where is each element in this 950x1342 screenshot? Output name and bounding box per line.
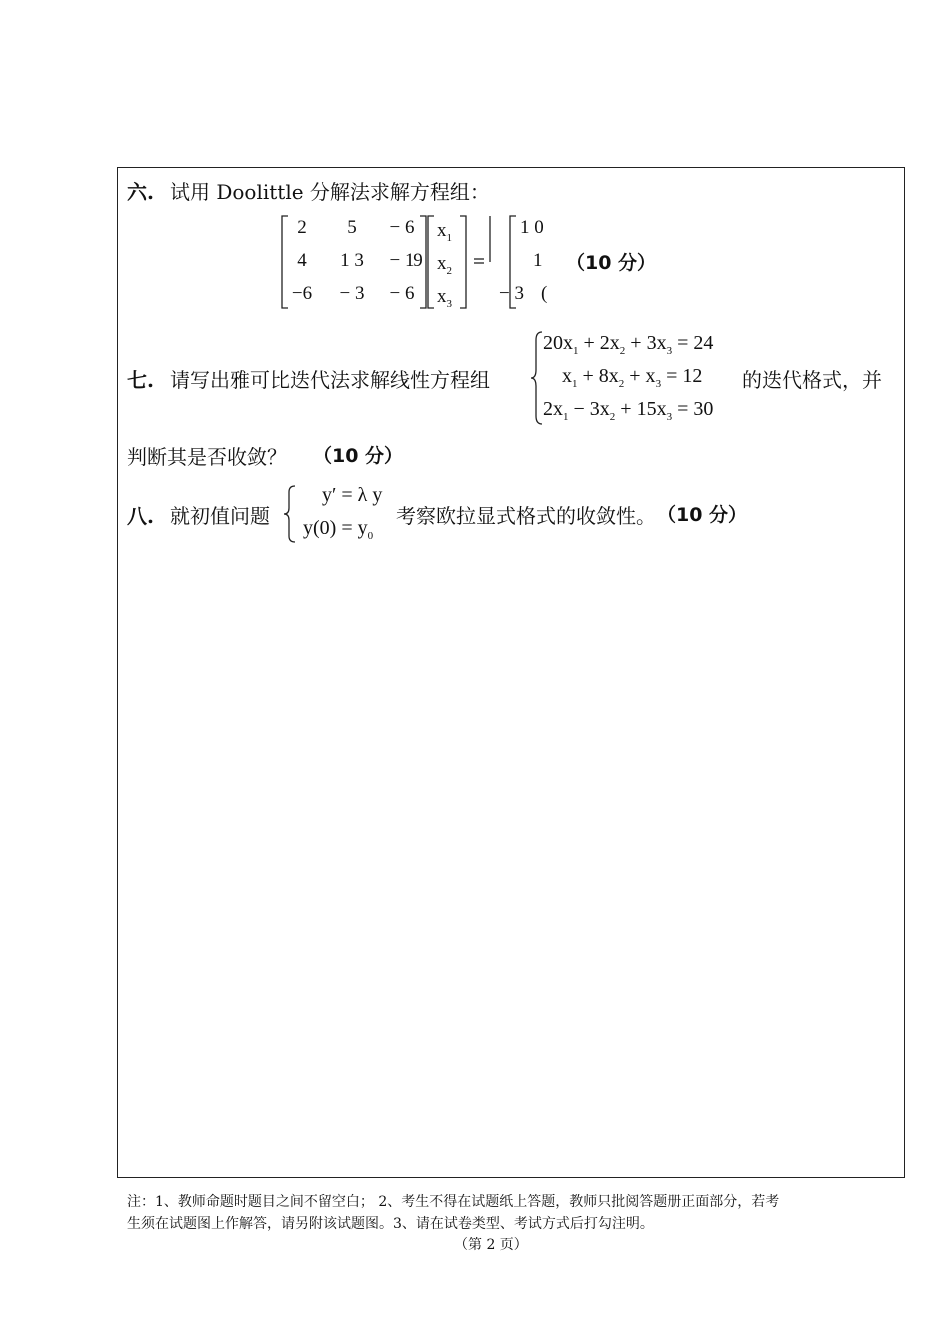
a22: 1 3 bbox=[340, 250, 364, 271]
x2: $x_2$ bbox=[437, 253, 452, 277]
q6-matrix-equation bbox=[280, 212, 580, 312]
q8-text: 就初值问题 bbox=[170, 504, 270, 528]
page-number: （第 2 页） bbox=[454, 1237, 528, 1253]
b1: 1 0 bbox=[520, 217, 544, 238]
a13: − 6 bbox=[389, 217, 415, 238]
q7-number: 七. bbox=[127, 368, 154, 392]
exam-frame bbox=[117, 167, 905, 1178]
x3: $x_3$ bbox=[437, 286, 452, 310]
a31: −6 bbox=[291, 283, 313, 304]
a32: − 3 bbox=[339, 283, 365, 304]
b2: 1 bbox=[533, 250, 543, 271]
q8-brace bbox=[283, 484, 297, 546]
q8-number: 八. bbox=[127, 504, 154, 528]
render-glitch-paren: ( bbox=[541, 283, 548, 304]
q8-eq1: y′ = λ y bbox=[322, 484, 383, 506]
q7-eq2: $x_1 + 8x_2 + x_3 = 12$ bbox=[562, 365, 703, 390]
a33: − 6 bbox=[389, 283, 415, 304]
q7-brace bbox=[530, 330, 544, 426]
x1: $x_1$ bbox=[437, 220, 452, 244]
a23: − 1 bbox=[389, 250, 415, 271]
q8-eq2: $y(0) = y_0$ bbox=[303, 517, 374, 542]
q7-eq1: $20x_1 + 2x_2 + 3x_3 = 24$ bbox=[543, 332, 714, 357]
q7-text: 请写出雅可比迭代法求解线性方程组 bbox=[170, 368, 490, 392]
q7-text-after: 的迭代格式，并 bbox=[742, 368, 882, 392]
footer-note-line1: 注：1、教师命题时题目之间不留空白； 2、考生不得在试题纸上答题，教师只批阅答题册正面部分，若考 bbox=[127, 1194, 780, 1210]
q7-score: （10 分） bbox=[313, 445, 404, 467]
a21: 4 bbox=[297, 250, 307, 271]
q6-number: 六. bbox=[127, 180, 154, 204]
q8-text-after: 考察欧拉显式格式的收敛性。 bbox=[396, 504, 656, 528]
a12: 5 bbox=[347, 217, 357, 238]
a11: 2 bbox=[297, 217, 307, 238]
q6-score: （10 分） bbox=[566, 252, 657, 274]
q8-score: （10 分） bbox=[657, 504, 748, 526]
render-glitch-9: 9 bbox=[413, 250, 423, 271]
q6-text: 试用 Doolittle 分解法求解方程组： bbox=[170, 180, 490, 204]
q7-eq3: $2x_1 - 3x_2 + 15x_3 = 30$ bbox=[543, 398, 714, 423]
b3: − 3 bbox=[499, 283, 524, 304]
q7-text-line2: 判断其是否收敛？ bbox=[127, 445, 287, 469]
footer-note-line2: 生须在试题图上作解答，请另附该试题图。3、请在试卷类型、考试方式后打勾注明。 bbox=[127, 1216, 654, 1232]
